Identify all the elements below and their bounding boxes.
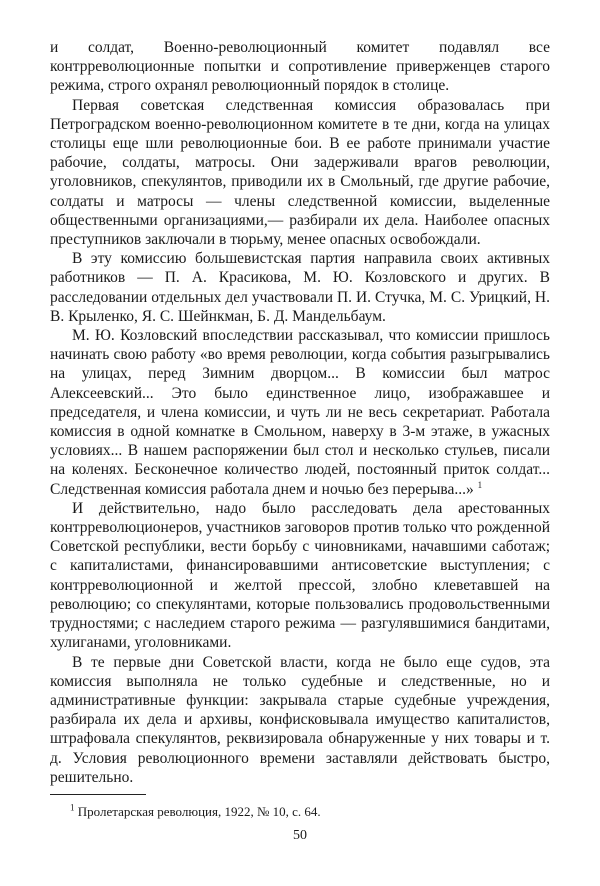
footnote-marker: 1 <box>70 802 75 813</box>
page-body <box>50 38 550 787</box>
footnote-text: Пролетарская революция, 1922, № 10, с. 64. <box>77 804 321 819</box>
paragraph-6: В те первые дни Советской власти, когда не было еще судов, эта комиссия выполняла не только судебные и следственные, но и административные функции: закрывала старые судебные учреждения, разбирала их дела и архивы, конфисковывала имущество капиталистов, штрафовала спекулянтов, реквизировала обнаруженные у них товары и т. д. Условия революционного времени заставляли действовать быстро, решительно. <box>50 653 550 786</box>
footnote-reference: 1 <box>477 479 483 490</box>
paragraph-3: В эту комиссию большевистская партия направила своих активных работников — П. А. Красикова, М. Ю. Козловского и других. В расследовании отдельных дел участвовали П. И. Стучка, М. С. Урицкий, Н. В. Крыленко, Я. С. Шейнкман, Б. Д. Мандельбаум. <box>50 250 550 325</box>
paragraph-4-text: М. Ю. Козловский впоследствии рассказывал, что комиссии пришлось начинать свою работу «во время революции, когда события разыгрывались на улицах, перед Зимним дворцом... В комиссии был матрос Алексеевский... Это было единственное лицо, изображавшее и председателя, и члена комиссии, и чуть ли не весь секретариат. Работала комиссия в одной комнатке в Смольном, наверху в 3-м этаже, в ужасных условиях... В нашем распоряжении был стол и несколько стульев, писали на коленях. Бесконечное количество людей, постоянный приток солдат... Следственная комиссия работала днем и ночью без перерыва...» <box>50 327 550 498</box>
paragraph-5: И действительно, надо было расследовать дела арестованных контрреволюционеров, участников заговоров против только что рожденной Советской республики, вести борьбу с чиновниками, начавшими саботаж; с капиталистами, финансировавшими антисоветские выступления; с контрреволюционной и желтой прессой, злобно клеветавшей на революцию; со спекулянтами, которые пользовались продовольственными трудностями; с наследием старого режима — разгулявшимися бандитами, хулиганами, уголовниками. <box>50 499 550 652</box>
footnote <box>70 804 321 820</box>
paragraph-2: Первая советская следственная комиссия образовалась при Петроградском военно-революционном комитете в те дни, когда на улицах столицы еще шли революционные бои. В ее работе принимали участие рабочие, солдаты, матросы. Они задерживали врагов революции, уголовников, спекулянтов, приводили их в Смольный, где другие рабочие, солдаты и матросы — члены следственной комиссии, выделенные общественными организациями,— разбирали их дела. Наиболее опасных преступников заключали в тюрьму, менее опасных освобождали. <box>50 96 550 249</box>
footnote-divider <box>50 794 146 795</box>
page-number: 50 <box>293 828 307 843</box>
paragraph-4 <box>50 326 550 499</box>
paragraph-1: и солдат, Военно-революционный комитет подавлял все контрреволюционные попытки и сопротивление приверженцев старого режима, строго охранял революционный порядок в столице. <box>50 39 550 95</box>
